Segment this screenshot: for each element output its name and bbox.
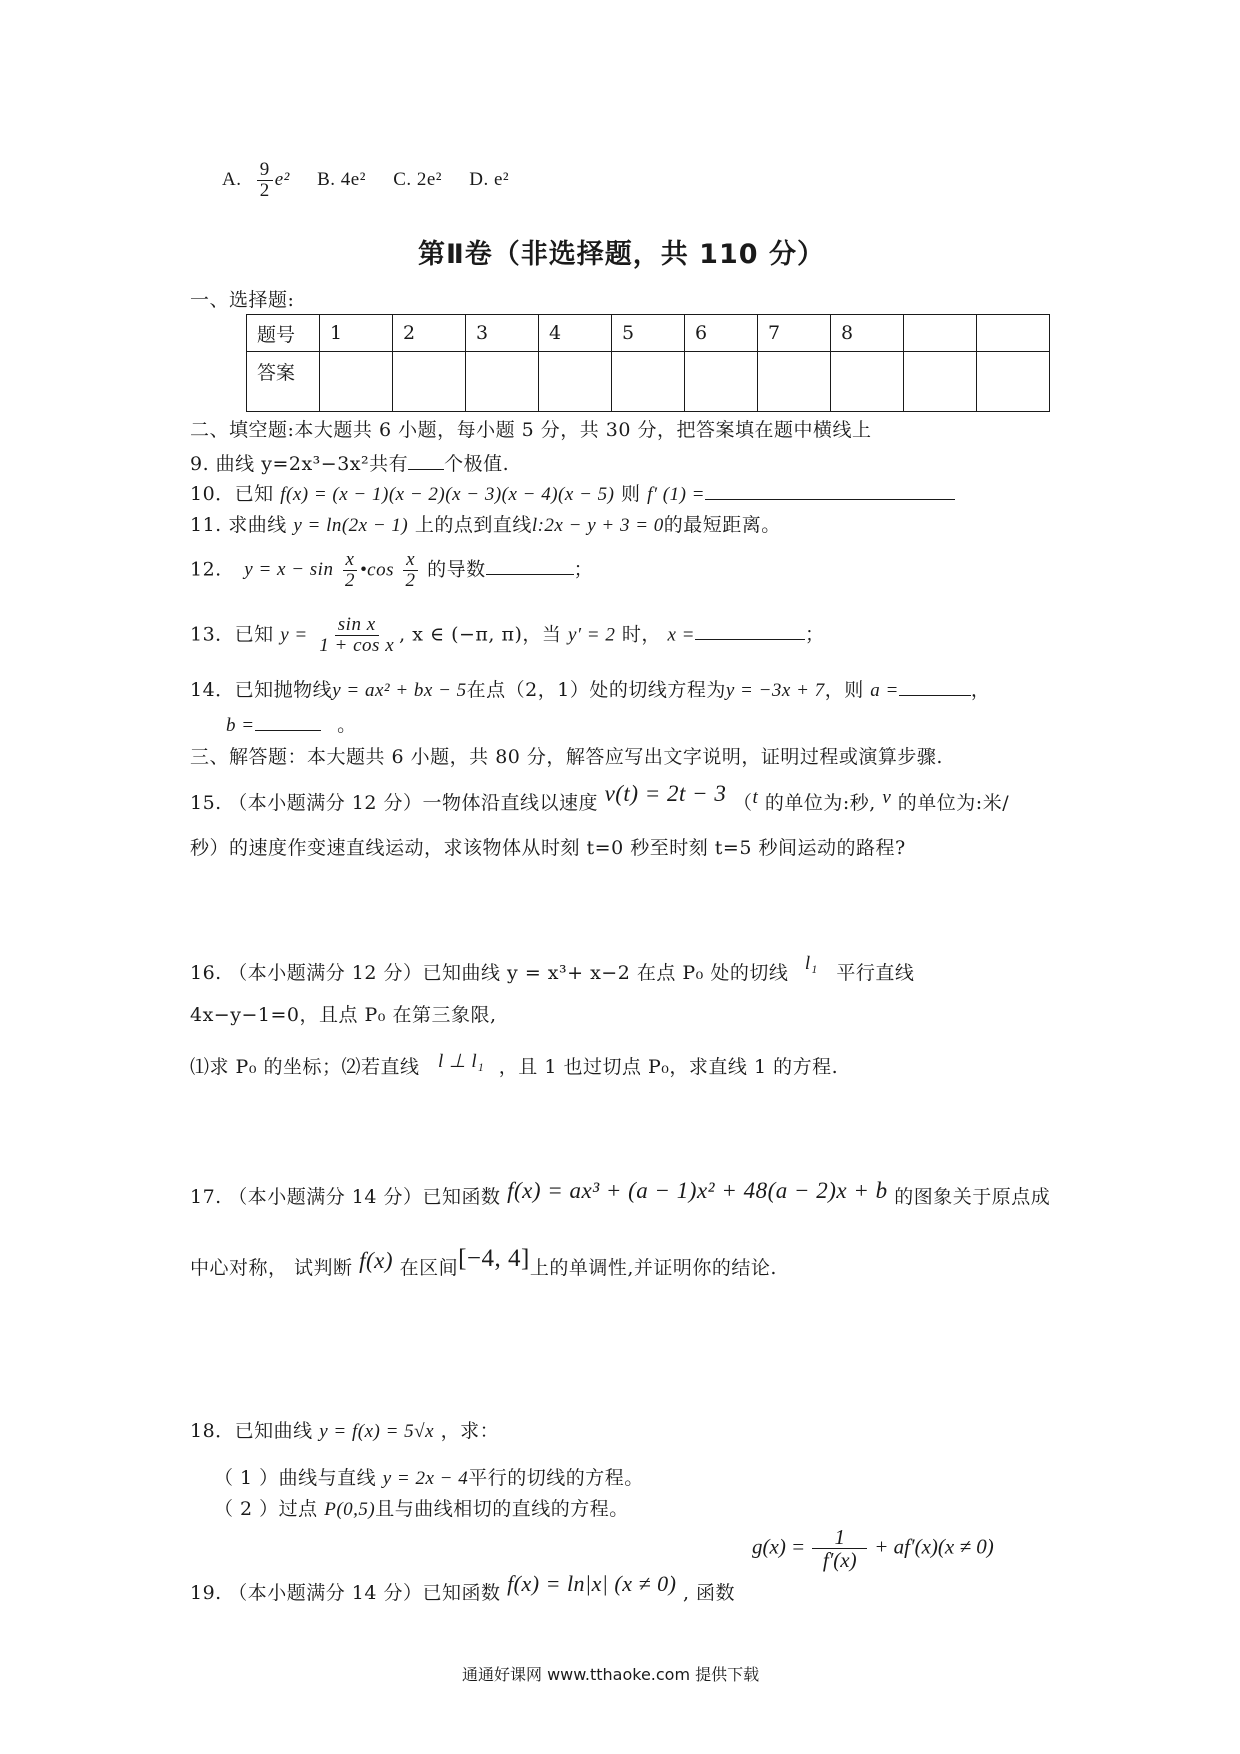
- answer-cell[interactable]: [758, 352, 831, 412]
- question-12: 12. y = x − sin $\frac{x}{2}$ •cos $\frac{x}{2}$ 的导数 ；: [190, 549, 594, 591]
- answer-grid-number: [904, 315, 977, 352]
- q10-derivative: f′ (1) =: [647, 484, 705, 505]
- option-a-fraction: $\frac{9}{2}$: [257, 160, 273, 201]
- answer-cell[interactable]: [685, 352, 758, 412]
- question-18: 18．已知曲线 y = f(x) = 5√x ，求：: [190, 1420, 500, 1442]
- answer-grid-number: 7: [758, 315, 831, 352]
- answer-grid-number-row: [247, 315, 1050, 352]
- answer-grid-row2-header: 答案: [247, 352, 320, 412]
- option-a-label: A.: [222, 168, 242, 190]
- question-13: 13．已知 y = $\frac{\text{sin x}}{\text{1 + cos x}}$ , x ∈ (−π, π)，当 y′ = 2 时， x = ；: [190, 614, 825, 656]
- q8-options: [222, 160, 509, 201]
- q10-expression: f(x) = (x − 1)(x − 2)(x − 3)(x − 4)(x − 5): [280, 484, 615, 505]
- part1-heading: 一、选择题:: [190, 289, 295, 311]
- answer-cell[interactable]: [466, 352, 539, 412]
- option-b: B. 4e²: [317, 168, 366, 190]
- question-18-part2: （ 2 ）过点 P(0,5)且与曲线相切的直线的方程。: [214, 1498, 629, 1520]
- answer-grid-number: 1: [320, 315, 393, 352]
- q19-g-definition: g(x) = $\frac{1}{f'(x)}$ + af′(x)(x ≠ 0): [752, 1525, 994, 1573]
- page-footer: 通通好课网 www.tthaoke.com 提供下载: [462, 1665, 760, 1684]
- part2-heading: 二、填空题:本大题共 6 小题，每小题 5 分，共 30 分，把答案填在题中横线上: [190, 419, 872, 441]
- q17-function: f(x) = ax³ + (a − 1)x² + 48(a − 2)x + b: [507, 1178, 888, 1203]
- q12-fraction: $\frac{x}{2}$: [403, 550, 419, 591]
- answer-blank[interactable]: [255, 730, 321, 731]
- answer-cell[interactable]: [320, 352, 393, 412]
- q11-curve: y = ln(2x − 1): [293, 515, 409, 536]
- answer-grid-number: 6: [685, 315, 758, 352]
- q19-fraction: $\frac{1}{f'(x)}$: [812, 1526, 867, 1571]
- answer-grid: [246, 314, 1050, 412]
- q13-fraction: $\frac{\text{sin x}}{\text{1 + cos x}}$: [319, 614, 395, 656]
- answer-blank[interactable]: [408, 469, 444, 470]
- question-16: 16. （本小题满分 12 分）已知曲线 y = x³+ x−2 在点 P₀ 处的切线 l₁ 平行直线: [190, 953, 915, 984]
- answer-blank[interactable]: [705, 499, 955, 500]
- answer-grid-number: 2: [393, 315, 466, 352]
- answer-blank[interactable]: [899, 695, 971, 696]
- answer-grid-answer-row: [247, 352, 1050, 412]
- question-10: 10．已知 f(x) = (x − 1)(x − 2)(x − 3)(x − 4)(x − 5) 则 f′ (1) =: [190, 479, 955, 506]
- question-18-part1: （ 1 ）曲线与直线 y = 2x − 4平行的切线的方程。: [214, 1467, 644, 1489]
- answer-grid-number: 3: [466, 315, 539, 352]
- answer-blank[interactable]: [486, 574, 574, 575]
- answer-blank[interactable]: [695, 639, 805, 640]
- option-c: C. 2e²: [393, 168, 442, 190]
- question-11: 11. 求曲线 y = ln(2x − 1) 上的点到直线l:2x − y + 3 = 0的最短距离。: [190, 514, 781, 536]
- answer-grid-number: 5: [612, 315, 685, 352]
- answer-grid-number: 4: [539, 315, 612, 352]
- question-17: 17. （本小题满分 14 分）已知函数 f(x) = ax³ + (a − 1)x² + 48(a − 2)x + b 的图象关于原点成: [190, 1178, 1051, 1208]
- option-a-tail: e²: [274, 168, 290, 190]
- question-14-line2: b = 。: [226, 714, 357, 736]
- question-16-line3: ⑴求 P₀ 的坐标；⑵若直线 l ⊥ l₁ ，且 1 也过切点 P₀，求直线 1 的方程.: [190, 1051, 839, 1078]
- option-d: D. e²: [469, 168, 510, 190]
- part3-heading: 三、解答题：本大题共 6 小题，共 80 分，解答应写出文字说明，证明过程或演算步骤.: [190, 746, 943, 768]
- question-15: 15. （本小题满分 12 分）一物体沿直线以速度 v(t) = 2t − 3 （t 的单位为:秒, v 的单位为:米/: [190, 781, 1010, 814]
- question-9: 9. 曲线 y=2x³−3x²共有 个极值.: [190, 453, 510, 475]
- answer-cell[interactable]: [612, 352, 685, 412]
- answer-grid-number: 8: [831, 315, 904, 352]
- answer-cell[interactable]: [904, 352, 977, 412]
- q11-line: l:2x − y + 3 = 0: [531, 515, 664, 536]
- question-16-line2: 4x−y−1=0，且点 P₀ 在第三象限,: [190, 1004, 497, 1026]
- question-19: 19. （本小题满分 14 分）已知函数 f(x) = ln|x| (x ≠ 0) , 函数: [190, 1571, 736, 1604]
- q15-velocity: v(t) = 2t − 3: [604, 781, 727, 806]
- answer-grid-number: [977, 315, 1050, 352]
- q19-f: f(x) = ln|x| (x ≠ 0): [507, 1571, 677, 1596]
- answer-cell[interactable]: [393, 352, 466, 412]
- answer-cell[interactable]: [831, 352, 904, 412]
- q12-fraction: $\frac{x}{2}$: [342, 550, 358, 591]
- question-15-line2: 秒）的速度作变速直线运动，求该物体从时刻 t=0 秒至时刻 t=5 秒间运动的路程?: [190, 837, 906, 859]
- section-title: 第Ⅱ卷（非选择题，共 110 分）: [418, 239, 825, 270]
- answer-cell[interactable]: [539, 352, 612, 412]
- answer-cell[interactable]: [977, 352, 1050, 412]
- answer-grid-row1-header: 题号: [247, 315, 320, 352]
- question-14: 14．已知抛物线y = ax² + bx − 5在点（2，1）处的切线方程为y = −3x + 7，则 a = ，: [190, 679, 991, 701]
- question-17-line2: 中心对称， 试判断 f(x) 在区间[−4, 4]上的单调性,并证明你的结论.: [190, 1245, 777, 1279]
